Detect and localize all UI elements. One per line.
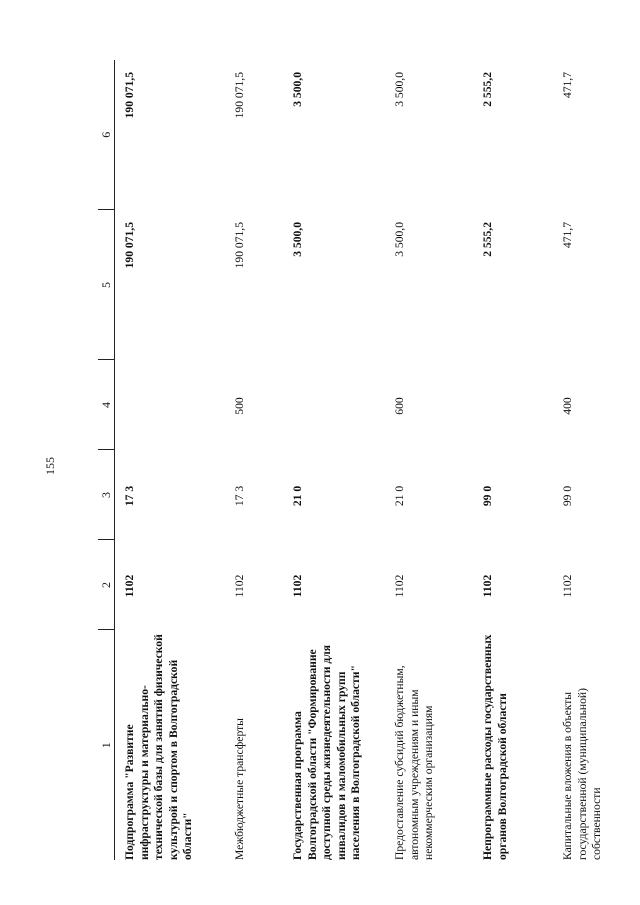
amount-value: 3 500,0 bbox=[393, 72, 406, 107]
expense-type-code: 600 bbox=[393, 397, 406, 415]
column-header: 2 bbox=[98, 540, 115, 630]
table-row bbox=[473, 60, 553, 860]
table-row bbox=[225, 60, 283, 860]
program-code: 21 0 bbox=[393, 485, 406, 507]
amount-value: 471,7 bbox=[561, 72, 574, 99]
program-code: 17 3 bbox=[233, 485, 246, 507]
table-row bbox=[385, 60, 473, 860]
section-code: 1102 bbox=[393, 574, 406, 598]
expense-type-code bbox=[473, 360, 553, 450]
program-code: 99 0 bbox=[481, 485, 494, 507]
program-code: 99 0 bbox=[561, 485, 574, 507]
column-header: 1 bbox=[98, 630, 115, 860]
row-name: Непрограммные расходы государственных органов Волгоградской области bbox=[481, 634, 509, 860]
amount-value: 190 071,5 bbox=[233, 222, 246, 269]
row-name: Межбюджетные трансферты bbox=[233, 718, 246, 860]
expense-type-code: 500 bbox=[233, 397, 246, 415]
amount-value: 2 555,2 bbox=[481, 222, 494, 257]
section-code: 1102 bbox=[561, 574, 574, 598]
section-code: 1102 bbox=[123, 574, 136, 598]
amount-value: 3 500,0 bbox=[393, 222, 406, 257]
amount-value: 471,7 bbox=[561, 222, 574, 249]
amount-value: 190 071,5 bbox=[123, 222, 136, 269]
page-number: 155 bbox=[43, 457, 57, 475]
amount-value: 3 500,0 bbox=[291, 72, 304, 107]
row-name: Подпрограмма "Развитие инфраструктуры и материально-технической базы для занятий физической культурой и спортом в Волгоградской области" bbox=[123, 634, 194, 860]
table-header bbox=[98, 60, 115, 860]
program-code: 17 3 bbox=[123, 485, 136, 507]
row-name: Предоставление субсидий бюджетным, автономным учреждениям и иным некоммерческим организациям bbox=[393, 665, 435, 860]
expense-type-code bbox=[115, 360, 226, 450]
amount-value: 2 555,2 bbox=[481, 72, 494, 107]
section-code: 1102 bbox=[481, 574, 494, 598]
table-row bbox=[115, 60, 226, 860]
expense-type-code bbox=[283, 360, 385, 450]
program-code: 21 0 bbox=[291, 485, 304, 507]
amount-value: 3 500,0 bbox=[291, 222, 304, 257]
column-header: 5 bbox=[98, 210, 115, 360]
budget-table bbox=[98, 60, 631, 860]
column-header: 6 bbox=[98, 60, 115, 210]
row-name: Государственная программа Волгоградской области "Формирование доступной среды жизнедеятельности для инвалидов и маломобильных групп населения в Волгоградской области" bbox=[291, 645, 362, 860]
column-header: 4 bbox=[98, 360, 115, 450]
expense-type-code: 400 bbox=[561, 397, 574, 415]
rotated-page-content bbox=[98, 60, 603, 860]
amount-value: 190 071,5 bbox=[123, 72, 136, 119]
section-code: 1102 bbox=[233, 574, 246, 598]
row-name: Капитальные вложения в объекты государственной (муниципальной) собственности bbox=[561, 688, 603, 860]
column-header: 3 bbox=[98, 450, 115, 540]
table-body bbox=[115, 60, 632, 860]
table-row bbox=[553, 60, 631, 860]
table-row bbox=[283, 60, 385, 860]
section-code: 1102 bbox=[291, 574, 304, 598]
amount-value: 190 071,5 bbox=[233, 72, 246, 119]
